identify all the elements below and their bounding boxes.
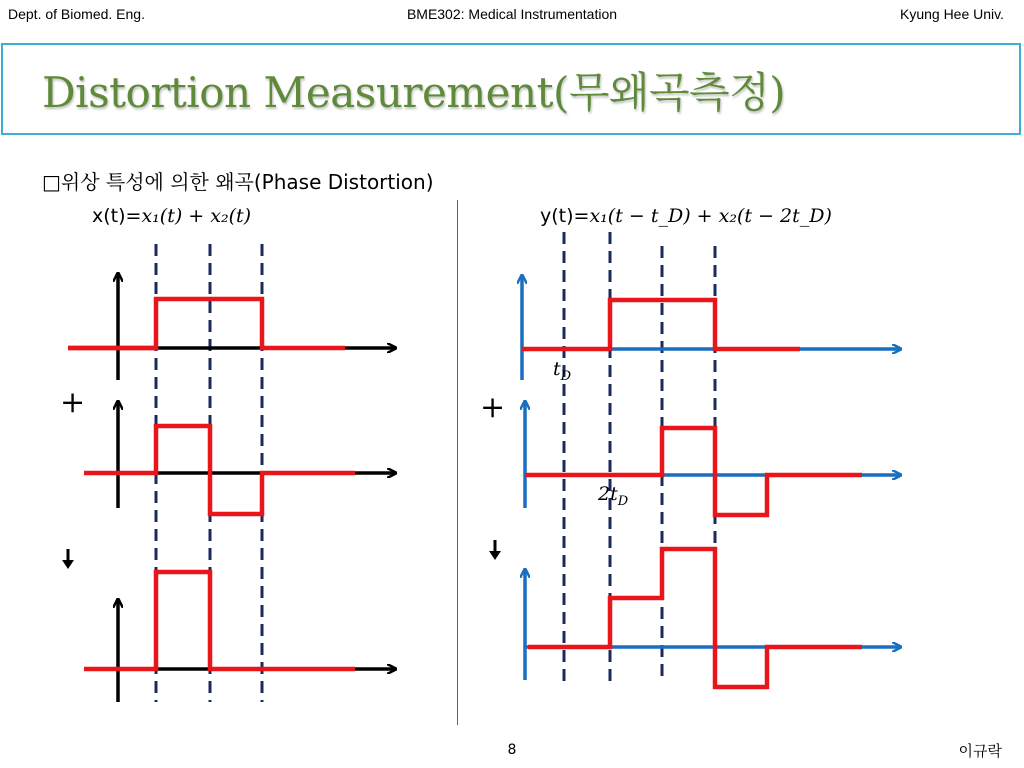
header-department: Dept. of Biomed. Eng.: [8, 6, 145, 22]
two-td-label-main: 2t: [598, 483, 618, 505]
page-number: 8: [507, 742, 517, 758]
plus-sign-right: +: [480, 390, 506, 425]
header-course: BME302: Medical Instrumentation: [406, 6, 618, 22]
sum-arrow-icon: [489, 540, 501, 560]
formula-y-math: 𝑥₁(𝑡 − 𝑡_D) + 𝑥₂(𝑡 − 2𝑡_D): [589, 205, 832, 227]
signal-x1: [68, 299, 345, 348]
header-university: Kyung Hee Univ.: [899, 6, 1004, 22]
author-name: 이규락: [958, 742, 1002, 760]
formula-x-prefix: x(t)=: [92, 205, 142, 227]
signal-y-sum: [528, 549, 862, 687]
formula-y-prefix: y(t)=: [540, 205, 590, 227]
slide-title: Distortion Measurement(무왜곡측정): [42, 68, 786, 117]
formula-x-math: 𝑥₁(𝑡) + 𝑥₂(𝑡): [141, 205, 252, 227]
td-label-sub: D: [560, 369, 572, 384]
two-td-label: [597, 483, 629, 509]
two-td-label-sub: D: [617, 494, 629, 509]
section-heading: □위상 특성에 의한 왜곡(Phase Distortion): [42, 170, 434, 194]
td-label-main: t: [553, 358, 561, 380]
signal-x-sum: [84, 572, 355, 669]
left-panel: [60, 244, 395, 702]
sum-arrow-icon: [62, 549, 74, 569]
right-panel: [480, 232, 900, 687]
td-label: [553, 358, 572, 384]
plus-sign-left: +: [60, 385, 86, 420]
signal-y2: [525, 428, 862, 515]
signal-x2: [84, 426, 355, 514]
